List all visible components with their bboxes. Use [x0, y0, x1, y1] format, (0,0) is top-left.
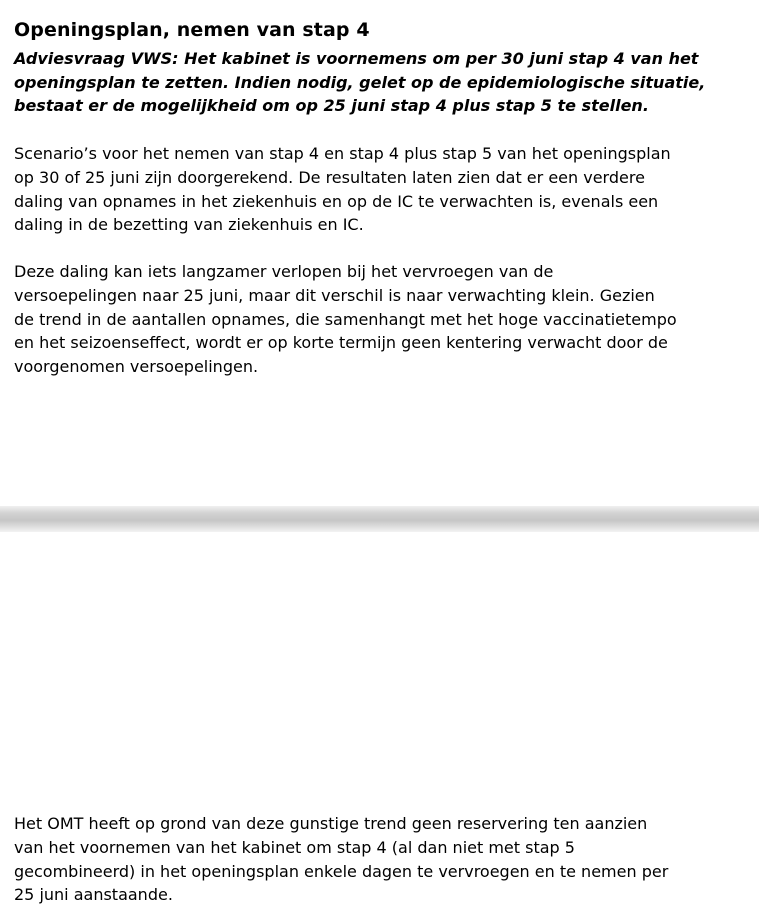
page-break-divider — [0, 506, 759, 532]
paragraph-line: 25 juni aanstaande. — [14, 885, 173, 905]
paragraph-omt-conclusion — [14, 812, 759, 907]
paragraph-line: gecombineerd) in het openingsplan enkele dagen te vervroegen en te nemen per — [14, 861, 669, 881]
section-title: Openingsplan, nemen van stap 4 — [14, 19, 370, 41]
advice-question — [14, 47, 759, 118]
paragraph-line: daling van opnames in het ziekenhuis en op de IC te verwachten is, evenals een — [14, 191, 659, 211]
paragraph-line: van het voornemen van het kabinet om stap 4 (al dan niet met stap 5 — [14, 837, 575, 857]
paragraph-line: versoepelingen naar 25 juni, maar dit verschil is naar verwachting klein. Gezien — [14, 285, 655, 305]
paragraph-line: op 30 of 25 juni zijn doorgerekend. De resultaten laten zien dat er een verdere — [14, 167, 645, 187]
paragraph-line: voorgenomen versoepelingen. — [14, 357, 259, 377]
advice-question-line: openingsplan te zetten. Indien nodig, gelet op de epidemiologische situatie, — [14, 72, 706, 92]
paragraph-scenarios — [14, 142, 759, 237]
paragraph-line: Het OMT heeft op grond van deze gunstige trend geen reservering ten aanzien — [14, 814, 648, 833]
advice-question-line: bestaat er de mogelijkheid om op 25 juni stap 4 plus stap 5 te stellen. — [14, 96, 649, 115]
paragraph-line: de trend in de aantallen opnames, die samenhangt met het hoge vaccinatietempo — [14, 309, 677, 329]
advice-question-line: Adviesvraag VWS: Het kabinet is voornemens om per 30 juni stap 4 van het — [14, 49, 699, 68]
paragraph-decline — [14, 260, 759, 379]
paragraph-line: daling in de bezetting van ziekenhuis en IC. — [14, 215, 364, 235]
paragraph-line: Deze daling kan iets langzamer verlopen bij het vervroegen van de — [14, 262, 554, 281]
paragraph-line: en het seizoenseffect, wordt er op korte termijn geen kentering verwacht door de — [14, 333, 668, 353]
paragraph-line: Scenario’s voor het nemen van stap 4 en stap 4 plus stap 5 van het openingsplan — [14, 144, 671, 163]
